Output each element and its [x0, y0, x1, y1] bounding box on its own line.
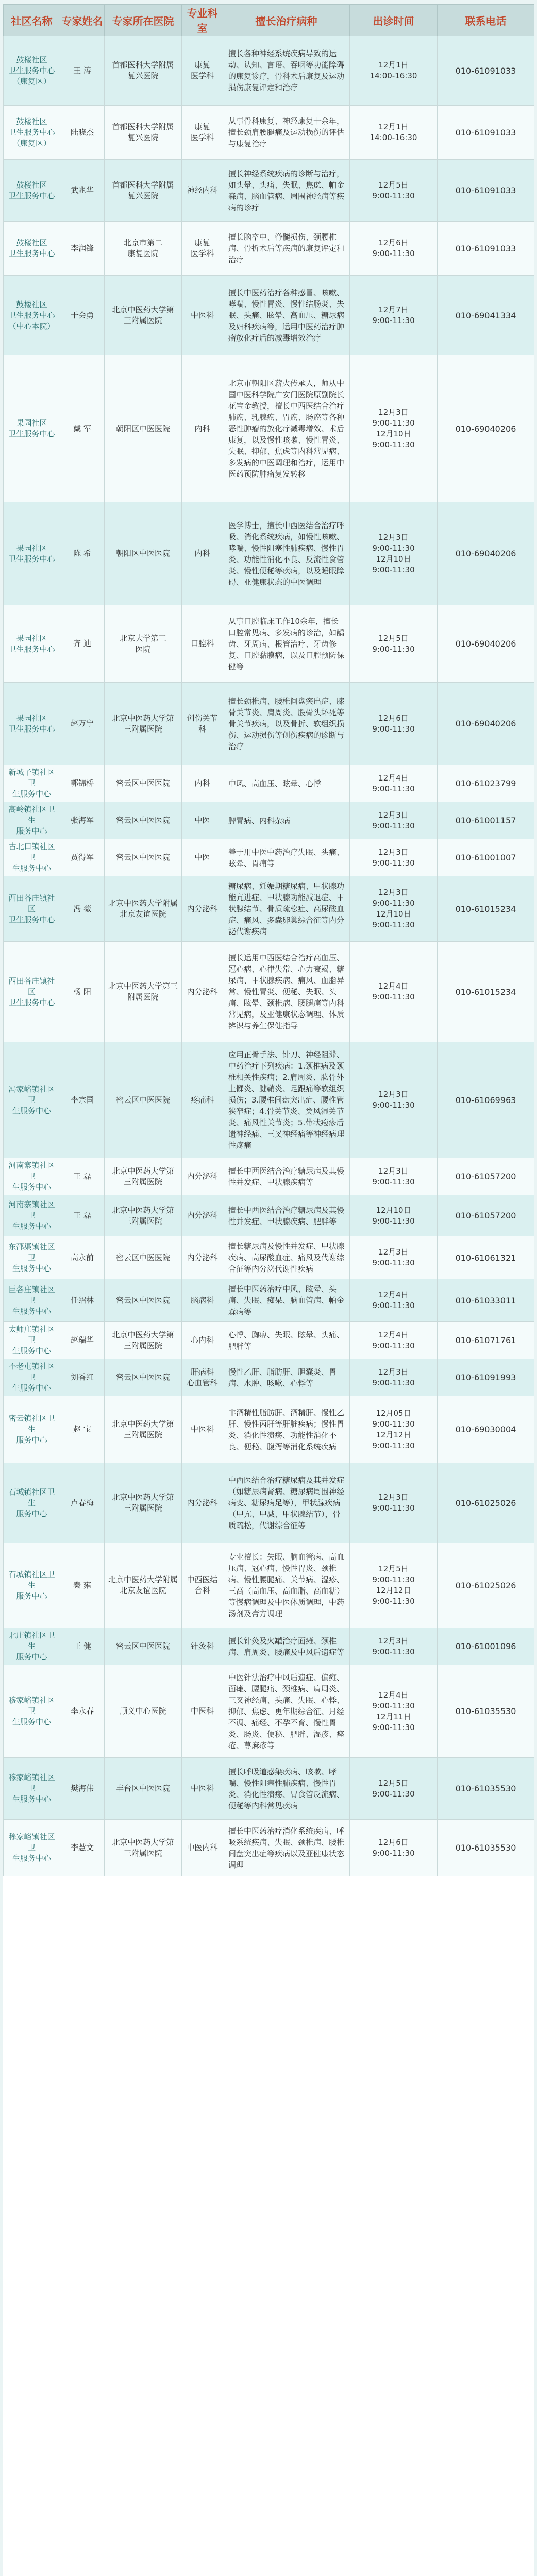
table-row	[4, 1195, 534, 1236]
expert-name-cell: 李永春	[60, 1665, 105, 1758]
schedule-body	[4, 36, 534, 1876]
community-cell: 鼓楼社区 卫生服务中心	[4, 160, 60, 222]
specialty-cell: 糖尿病、妊娠期糖尿病、甲状腺功能亢进症、甲状腺功能减退症、甲状腺结节、骨质疏松症、高尿酸血症、痛风、多囊卵巢综合征等内分泌代谢疾病	[223, 876, 350, 942]
clinic-time-cell: 12月3日 9:00-11:30	[350, 1236, 438, 1279]
hospital-cell: 密云区中医医院	[105, 765, 182, 802]
expert-name-cell: 刘香红	[60, 1359, 105, 1396]
community-cell: 新城子镇社区卫 生服务中心	[4, 765, 60, 802]
community-cell: 不老屯镇社区卫 生服务中心	[4, 1359, 60, 1396]
community-cell: 北庄镇社区卫生 服务中心	[4, 1628, 60, 1665]
community-cell: 河南寨镇社区卫 生服务中心	[4, 1158, 60, 1195]
specialty-cell: 善于用中医中药治疗失眠、头痛、眩晕、胃痛等	[223, 839, 350, 876]
table-row	[4, 1628, 534, 1665]
header-phone: 联系电话	[438, 5, 534, 36]
expert-name-cell: 张海军	[60, 802, 105, 839]
expert-name-cell: 李润锋	[60, 222, 105, 276]
department-cell: 针灸科	[182, 1628, 223, 1665]
table-row	[4, 1279, 534, 1322]
clinic-time-cell: 12月10日 9:00-11:30	[350, 1195, 438, 1236]
clinic-time-cell: 12月3日 9:00-11:30	[350, 839, 438, 876]
clinic-time-cell: 12月05日 9:00-11:30 12月12日 9:00-11:30	[350, 1396, 438, 1463]
clinic-time-cell: 12月3日 9:00-11:30	[350, 802, 438, 839]
clinic-time-cell: 12月4日 9:00-11:30	[350, 942, 438, 1042]
specialty-cell: 擅长中西医结合治疗糖尿病及其慢性并发症、甲状腺疾病等	[223, 1158, 350, 1195]
hospital-cell: 北京市第二 康复医院	[105, 222, 182, 276]
hospital-cell: 密云区中医医院	[105, 839, 182, 876]
phone-cell[interactable]: 010-61025026	[438, 1543, 534, 1628]
department-cell: 康复 医学科	[182, 36, 223, 106]
phone-cell[interactable]: 010-61001096	[438, 1628, 534, 1665]
specialty-cell: 脾胃病、内科杂病	[223, 802, 350, 839]
department-cell: 脑病科	[182, 1279, 223, 1322]
expert-name-cell: 王 健	[60, 1628, 105, 1665]
table-row	[4, 942, 534, 1042]
community-cell: 穆家峪镇社区卫 生服务中心	[4, 1758, 60, 1820]
table-row	[4, 1042, 534, 1158]
expert-name-cell: 秦 雍	[60, 1543, 105, 1628]
table-row	[4, 839, 534, 876]
hospital-cell: 北京中医药大学第 三附属医院	[105, 1820, 182, 1876]
community-cell: 穆家峪镇社区卫 生服务中心	[4, 1820, 60, 1876]
header-row	[4, 5, 534, 36]
clinic-time-cell: 12月7日 9:00-11:30	[350, 276, 438, 355]
specialty-cell: 擅长颈椎病、腰椎间盘突出症、膝骨关节炎、肩周炎、股骨头坏死等骨关节疾病，以及骨折、软组织损伤、运动损伤等创伤疾病的诊断与治疗	[223, 683, 350, 765]
department-cell: 内科	[182, 502, 223, 605]
specialty-cell: 擅长中西医结合治疗糖尿病及其慢性并发症、甲状腺疾病、肥胖等	[223, 1195, 350, 1236]
phone-cell[interactable]: 010-69040206	[438, 502, 534, 605]
clinic-time-cell: 12月3日 9:00-11:30	[350, 1359, 438, 1396]
table-row	[4, 222, 534, 276]
specialty-cell: 应用正骨手法、针刀、神经阻滞、中药治疗下列疾病：1.颈椎病及颈椎相关性疾病；2.肩周炎、肱骨外上髁炎、腱鞘炎、足跟痛等软组织损伤；3.腰椎间盘突出症、腰椎管狭窄症；4.骨关节炎、类风湿关节炎、痛风性关节炎；5.带状疱疹后遗神经痛、三叉神经痛等神经病理性疼痛	[223, 1042, 350, 1158]
phone-cell[interactable]: 010-61015234	[438, 876, 534, 942]
expert-name-cell: 武兆华	[60, 160, 105, 222]
phone-cell[interactable]: 010-61091993	[438, 1359, 534, 1396]
phone-cell[interactable]: 010-61023799	[438, 765, 534, 802]
department-cell: 中医科	[182, 1396, 223, 1463]
specialty-cell: 中风、高血压、眩晕、心悸	[223, 765, 350, 802]
table-row	[4, 1396, 534, 1463]
header-expert-name: 专家姓名	[60, 5, 105, 36]
department-cell: 创伤关节科	[182, 683, 223, 765]
community-cell: 西田各庄镇社区 卫生服务中心	[4, 942, 60, 1042]
department-cell: 康复 医学科	[182, 222, 223, 276]
clinic-time-cell: 12月3日 9:00-11:30	[350, 1463, 438, 1543]
table-row	[4, 1359, 534, 1396]
clinic-time-cell: 12月4日 9:00-11:30	[350, 1279, 438, 1322]
specialty-cell: 北京市朝阳区薪火传承人，师从中国中医科学院广安门医院原副院长花宝金教授，擅长中西医结合治疗肺癌、乳腺癌、胃癌、肠癌等各种恶性肿瘤的放化疗减毒增效、术后康复，以及慢性咳嗽、慢性胃炎、失眠、抑郁、焦虑等内科常见病、多发病的中医调理和治疗，运用中医药预防肿瘤复发转移	[223, 355, 350, 502]
specialty-cell: 专业擅长：失眠、脑血管病、高血压病、冠心病、慢性胃炎、颈椎病、慢性腰腿痛、关节病、湿疹、三高（高血压、高血脂、高血糖）等慢病调理及中医体质调理，中药汤剂及膏方调理	[223, 1543, 350, 1628]
department-cell: 中西医结合科	[182, 1543, 223, 1628]
expert-name-cell: 王 涛	[60, 36, 105, 106]
department-cell: 中医科	[182, 276, 223, 355]
community-cell: 鼓楼社区 卫生服务中心 （康复区）	[4, 106, 60, 160]
phone-cell[interactable]: 010-61001007	[438, 839, 534, 876]
hospital-cell: 北京中医药大学第 三附属医院	[105, 683, 182, 765]
expert-name-cell: 于会勇	[60, 276, 105, 355]
table-row	[4, 802, 534, 839]
clinic-time-cell: 12月6日 9:00-11:30	[350, 222, 438, 276]
community-cell: 古北口镇社区卫 生服务中心	[4, 839, 60, 876]
specialty-cell: 中医针法治疗中风后遗症、偏瘫、面瘫、腰腿痛、颈椎病、肩周炎、三叉神经痛、头痛、失眠、心悸、抑郁、焦虑、更年期综合征、月经不调、痛经、不孕不育、慢性胃炎、肠炎、便秘、肥胖、湿疹、痤疮、荨麻疹等	[223, 1665, 350, 1758]
clinic-time-cell: 12月3日 9:00-11:30	[350, 1158, 438, 1195]
phone-cell[interactable]: 010-61091033	[438, 106, 534, 160]
hospital-cell: 北京中医药大学附属 北京友谊医院	[105, 876, 182, 942]
community-cell: 密云镇社区卫生 服务中心	[4, 1396, 60, 1463]
hospital-cell: 朝阳区中医医院	[105, 355, 182, 502]
hospital-cell: 北京中医药大学第 三附属医院	[105, 276, 182, 355]
clinic-time-cell: 12月6日 9:00-11:30	[350, 1820, 438, 1876]
department-cell: 中医科	[182, 1665, 223, 1758]
hospital-cell: 密云区中医医院	[105, 1359, 182, 1396]
header-specialty: 擅长治疗病种	[223, 5, 350, 36]
expert-name-cell: 戴 军	[60, 355, 105, 502]
phone-cell[interactable]: 010-61035530	[438, 1665, 534, 1758]
table-row	[4, 876, 534, 942]
table-row	[4, 1236, 534, 1279]
clinic-time-cell: 12月3日 9:00-11:30	[350, 1042, 438, 1158]
phone-cell[interactable]: 010-61061321	[438, 1236, 534, 1279]
community-cell: 高岭镇社区卫生 服务中心	[4, 802, 60, 839]
hospital-cell: 密云区中医医院	[105, 1628, 182, 1665]
schedule-sheet	[3, 4, 534, 2576]
specialty-cell: 心悸、胸痹、失眠、眩晕、头痛、肥胖等	[223, 1322, 350, 1359]
hospital-cell: 北京中医药大学第 三附属医院	[105, 1463, 182, 1543]
expert-name-cell: 高永前	[60, 1236, 105, 1279]
hospital-cell: 北京中医药大学附属 北京友谊医院	[105, 1543, 182, 1628]
hospital-cell: 密云区中医医院	[105, 802, 182, 839]
specialty-cell: 慢性乙肝、脂肪肝、胆囊炎、胃病、水肿、咳嗽、心悸等	[223, 1359, 350, 1396]
specialty-cell: 擅长呼吸道感染疾病、咳嗽、哮喘、慢性阻塞性肺疾病、慢性胃炎、消化性溃疡、胃食管反流病、便秘等内科常见疾病	[223, 1758, 350, 1820]
hospital-cell: 丰台区中医医院	[105, 1758, 182, 1820]
phone-cell[interactable]: 010-61071761	[438, 1322, 534, 1359]
community-cell: 东邵渠镇社区卫 生服务中心	[4, 1236, 60, 1279]
phone-cell[interactable]: 010-61033011	[438, 1279, 534, 1322]
hospital-cell: 北京中医药大学第 三附属医院	[105, 1158, 182, 1195]
hospital-cell: 朝阳区中医医院	[105, 502, 182, 605]
department-cell: 疼痛科	[182, 1042, 223, 1158]
table-row	[4, 106, 534, 160]
schedule-table	[3, 4, 534, 1876]
header-department: 专业科室	[182, 5, 223, 36]
department-cell: 心内科	[182, 1322, 223, 1359]
specialty-cell: 擅长各种神经系统疾病导致的运动、认知、言语、吞咽等功能障碍的康复诊疗，骨科术后康复及运动损伤康复评定和治疗	[223, 36, 350, 106]
table-row	[4, 276, 534, 355]
hospital-cell: 密云区中医医院	[105, 1236, 182, 1279]
community-cell: 鼓楼社区 卫生服务中心	[4, 222, 60, 276]
phone-cell[interactable]: 010-61001157	[438, 802, 534, 839]
phone-cell[interactable]: 010-69030004	[438, 1396, 534, 1463]
header-community: 社区名称	[4, 5, 60, 36]
table-row	[4, 683, 534, 765]
table-row	[4, 605, 534, 683]
clinic-time-cell: 12月5日 9:00-11:30	[350, 160, 438, 222]
phone-cell[interactable]: 010-69040206	[438, 355, 534, 502]
hospital-cell: 密云区中医医院	[105, 1279, 182, 1322]
table-row	[4, 1158, 534, 1195]
expert-name-cell: 王 磊	[60, 1195, 105, 1236]
expert-name-cell: 李宗国	[60, 1042, 105, 1158]
community-cell: 果园社区 卫生服务中心	[4, 502, 60, 605]
department-cell: 内分泌科	[182, 942, 223, 1042]
table-row	[4, 36, 534, 106]
specialty-cell: 擅长中医药治疗消化系统疾病、呼吸系统疾病、失眠、颈椎病、腰椎间盘突出症等疾病以及亚健康状态调理	[223, 1820, 350, 1876]
phone-cell[interactable]: 010-61069963	[438, 1042, 534, 1158]
expert-name-cell: 任绍林	[60, 1279, 105, 1322]
expert-name-cell: 贾得军	[60, 839, 105, 876]
community-cell: 鼓楼社区 卫生服务中心 （中心本院）	[4, 276, 60, 355]
header-hospital: 专家所在医院	[105, 5, 182, 36]
table-row	[4, 1665, 534, 1758]
department-cell: 神经内科	[182, 160, 223, 222]
department-cell: 中医内科	[182, 1820, 223, 1876]
specialty-cell: 擅长中医药治疗各种感冒、咳嗽、哮喘、慢性胃炎、慢性结肠炎、失眠、头痛、眩晕、高血压、糖尿病及妇科疾病等，运用中医药治疗肿瘤放化疗后的减毒增效治疗	[223, 276, 350, 355]
hospital-cell: 顺义中心医院	[105, 1665, 182, 1758]
community-cell: 石城镇社区卫生 服务中心	[4, 1543, 60, 1628]
specialty-cell: 非酒精性脂肪肝、酒精肝、慢性乙肝、慢性丙肝等肝脏疾病；慢性胃炎、消化性溃疡、功能性消化不良、便秘、腹泻等消化系统疾病	[223, 1396, 350, 1463]
community-cell: 河南寨镇社区卫 生服务中心	[4, 1195, 60, 1236]
table-row	[4, 1820, 534, 1876]
hospital-cell: 北京中医药大学第 三附属医院	[105, 1396, 182, 1463]
specialty-cell: 擅长糖尿病及慢性并发症、甲状腺疾病、高尿酸血症、痛风及代谢综合征等内分泌代谢性疾病	[223, 1236, 350, 1279]
table-row	[4, 160, 534, 222]
specialty-cell: 从事口腔临床工作10余年，擅长口腔常见病、多发病的诊治，如龋齿、牙周病、根管治疗、牙齿修复、口腔黏膜病，以及口腔预防保健等	[223, 605, 350, 683]
expert-name-cell: 冯 薇	[60, 876, 105, 942]
phone-cell[interactable]: 010-69040206	[438, 683, 534, 765]
expert-name-cell: 樊海伟	[60, 1758, 105, 1820]
hospital-cell: 北京大学第三 医院	[105, 605, 182, 683]
clinic-time-cell: 12月3日 9:00-11:30 12月10日 9:00-11:30	[350, 355, 438, 502]
community-cell: 石城镇社区卫生 服务中心	[4, 1463, 60, 1543]
expert-name-cell: 郭锦桥	[60, 765, 105, 802]
expert-name-cell: 王 磊	[60, 1158, 105, 1195]
clinic-time-cell: 12月5日 9:00-11:30	[350, 1758, 438, 1820]
expert-name-cell: 杨 阳	[60, 942, 105, 1042]
community-cell: 穆家峪镇社区卫 生服务中心	[4, 1665, 60, 1758]
community-cell: 果园社区 卫生服务中心	[4, 683, 60, 765]
clinic-time-cell: 12月5日 9:00-11:30	[350, 605, 438, 683]
specialty-cell: 从事骨科康复、神经康复十余年，擅长颈肩腰腿痛及运动损伤的评估与康复治疗	[223, 106, 350, 160]
phone-cell[interactable]: 010-61057200	[438, 1158, 534, 1195]
expert-name-cell: 陈 希	[60, 502, 105, 605]
expert-name-cell: 赵瑞华	[60, 1322, 105, 1359]
expert-name-cell: 李慧文	[60, 1820, 105, 1876]
specialty-cell: 医学博士，擅长中西医结合治疗呼吸、消化系统疾病，如慢性咳嗽、哮喘、慢性阻塞性肺疾病、慢性胃炎、功能性消化不良、反流性食管炎、慢性便秘等疾病，以及睡眠障碍、亚健康状态的中医调理	[223, 502, 350, 605]
community-cell: 冯家峪镇社区卫 生服务中心	[4, 1042, 60, 1158]
phone-cell[interactable]: 010-69040206	[438, 605, 534, 683]
table-row	[4, 502, 534, 605]
community-cell: 巨各庄镇社区卫 生服务中心	[4, 1279, 60, 1322]
phone-cell[interactable]: 010-61091033	[438, 36, 534, 106]
header-clinic-time: 出诊时间	[350, 5, 438, 36]
hospital-cell: 首都医科大学附属 复兴医院	[105, 106, 182, 160]
phone-cell[interactable]: 010-61035530	[438, 1820, 534, 1876]
clinic-time-cell: 12月6日 9:00-11:30	[350, 683, 438, 765]
phone-cell[interactable]: 010-69041334	[438, 276, 534, 355]
clinic-time-cell: 12月4日 9:00-11:30 12月11日 9:00-11:30	[350, 1665, 438, 1758]
department-cell: 内分泌科	[182, 1463, 223, 1543]
table-row	[4, 1543, 534, 1628]
hospital-cell: 首都医科大学附属 复兴医院	[105, 36, 182, 106]
table-row	[4, 355, 534, 502]
specialty-cell: 擅长神经系统疾病的诊断与治疗，如头晕、头痛、失眠、焦虑、帕金森病、脑血管病、周围神经病等疾病的诊疗	[223, 160, 350, 222]
phone-cell[interactable]: 010-61035530	[438, 1758, 534, 1820]
department-cell: 肝病科 心血管科	[182, 1359, 223, 1396]
community-cell: 太师庄镇社区卫 生服务中心	[4, 1322, 60, 1359]
community-cell: 果园社区 卫生服务中心	[4, 605, 60, 683]
clinic-time-cell: 12月3日 9:00-11:30	[350, 1628, 438, 1665]
department-cell: 中医科	[182, 1758, 223, 1820]
department-cell: 内分泌科	[182, 1236, 223, 1279]
clinic-time-cell: 12月1日 14:00-16:30	[350, 36, 438, 106]
specialty-cell: 擅长运用中西医结合治疗高血压、冠心病、心律失常、心力衰竭、糖尿病、甲状腺疾病、痛风、血脂异常、慢性胃炎、便秘、失眠、头痛、眩晕、颈椎病、腰腿痛等内科常见病，及亚健康状态调理、体质辨识与养生保健指导	[223, 942, 350, 1042]
phone-cell[interactable]: 010-61091033	[438, 160, 534, 222]
clinic-time-cell: 12月3日 9:00-11:30 12月10日 9:00-11:30	[350, 502, 438, 605]
hospital-cell: 北京中医药大学第 三附属医院	[105, 1322, 182, 1359]
clinic-time-cell: 12月5日 9:00-11:30 12月12日 9:00-11:30	[350, 1543, 438, 1628]
clinic-time-cell: 12月1日 14:00-16:30	[350, 106, 438, 160]
clinic-time-cell: 12月3日 9:00-11:30 12月10日 9:00-11:30	[350, 876, 438, 942]
specialty-cell: 擅长针灸及火罐治疗面瘫、颈椎病、肩周炎、腰痛及中风后遗症等	[223, 1628, 350, 1665]
department-cell: 康复 医学科	[182, 106, 223, 160]
expert-name-cell: 卢春梅	[60, 1463, 105, 1543]
department-cell: 中医	[182, 802, 223, 839]
clinic-time-cell: 12月4日 9:00-11:30	[350, 765, 438, 802]
department-cell: 内科	[182, 765, 223, 802]
phone-cell[interactable]: 010-61015234	[438, 942, 534, 1042]
specialty-cell: 擅长脑卒中、脊髓损伤、颈腰椎病、骨折术后等疾病的康复评定和治疗	[223, 222, 350, 276]
table-row	[4, 1463, 534, 1543]
department-cell: 内分泌科	[182, 1158, 223, 1195]
specialty-cell: 中西医结合治疗糖尿病及其并发症（如糖尿病肾病、糖尿病周围神经病变、糖尿病足等），甲状腺疾病（甲亢、甲减、甲状腺结节），骨质疏松，代谢综合征等	[223, 1463, 350, 1543]
community-cell: 西田各庄镇社区 卫生服务中心	[4, 876, 60, 942]
expert-name-cell: 赵万宁	[60, 683, 105, 765]
community-cell: 鼓楼社区 卫生服务中心 （康复区）	[4, 36, 60, 106]
department-cell: 内分泌科	[182, 1195, 223, 1236]
expert-name-cell: 陆晓杰	[60, 106, 105, 160]
clinic-time-cell: 12月4日 9:00-11:30	[350, 1322, 438, 1359]
table-row	[4, 1322, 534, 1359]
department-cell: 中医	[182, 839, 223, 876]
phone-cell[interactable]: 010-61091033	[438, 222, 534, 276]
phone-cell[interactable]: 010-61057200	[438, 1195, 534, 1236]
hospital-cell: 北京中医药大学第 三附属医院	[105, 1195, 182, 1236]
department-cell: 口腔科	[182, 605, 223, 683]
phone-cell[interactable]: 010-61025026	[438, 1463, 534, 1543]
table-row	[4, 765, 534, 802]
expert-name-cell: 齐 迪	[60, 605, 105, 683]
expert-name-cell: 赵 宝	[60, 1396, 105, 1463]
department-cell: 内科	[182, 355, 223, 502]
hospital-cell: 首都医科大学附属 复兴医院	[105, 160, 182, 222]
community-cell: 果园社区 卫生服务中心	[4, 355, 60, 502]
hospital-cell: 密云区中医医院	[105, 1042, 182, 1158]
specialty-cell: 擅长中医药治疗中风、眩晕、头痛、失眠、痴呆、脑血管病、帕金森病等	[223, 1279, 350, 1322]
table-row	[4, 1758, 534, 1820]
hospital-cell: 北京中医药大学第三 附属医院	[105, 942, 182, 1042]
department-cell: 内分泌科	[182, 876, 223, 942]
